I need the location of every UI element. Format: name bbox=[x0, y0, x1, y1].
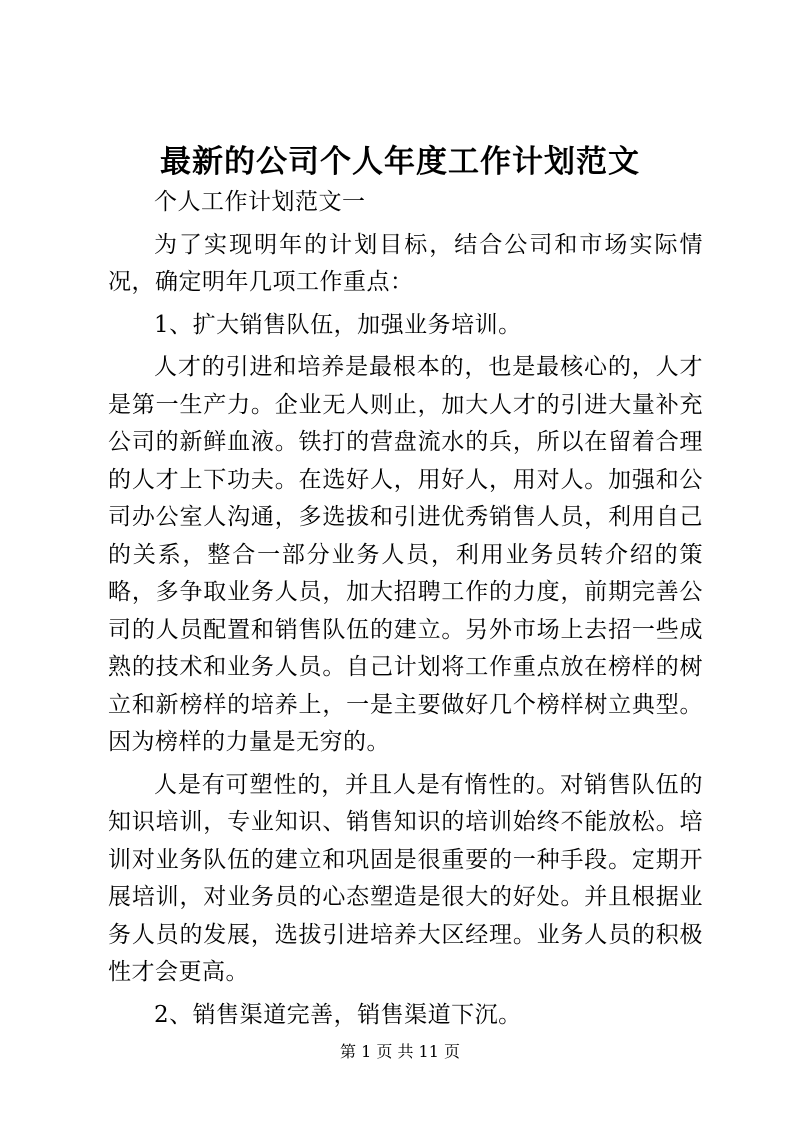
paragraph-heading-2: 2、销售渠道完善，销售渠道下沉。 bbox=[154, 1001, 522, 1028]
page-footer: 第 1 页 共 11 页 bbox=[340, 1042, 460, 1061]
paragraph-heading-1: 1、扩大销售队伍，加强业务培训。 bbox=[154, 311, 522, 338]
document-title: 最新的公司个人年度工作计划范文 bbox=[160, 144, 640, 180]
paragraph-training: 人是有可塑性的，并且人是有惰性的。对销售队伍的知识培训，专业知识、销售知识的培训始终不能放松。培训对业务队伍的建立和巩固是很重要的一种手段。定期开展培训，对业务员的心态塑造是很大的好处。并且根据业务人员的发展，选拔引进培养大区经理。业务人员的积极性才会更高。 bbox=[108, 771, 703, 985]
paragraph-subtitle: 个人工作计划范文一 bbox=[154, 189, 366, 215]
paragraph-intro: 为了实现明年的计划目标，结合公司和市场实际情况，确定明年几项工作重点： bbox=[108, 231, 703, 295]
paragraph-talent: 人才的引进和培养是最根本的，也是最核心的，人才是第一生产力。企业无人则止，加大人才的引进大量补充公司的新鲜血液。铁打的营盘流水的兵，所以在留着合理的人才上下功夫。在选好人，用好人，用对人。加强和公司办公室人沟通，多选拔和引进优秀销售人员，利用自己的关系，整合一部分业务人员，利用业务员转介绍的策略，多争取业务人员，加大招聘工作的力度，前期完善公司的人员配置和销售队伍的建立。另外市场上去招一些成熟的技术和业务人员。自己计划将工作重点放在榜样的树立和新榜样的培养上，一是主要做好几个榜样树立典型。因为榜样的力量是无穷的。 bbox=[108, 354, 703, 755]
document-body bbox=[108, 184, 703, 1034]
